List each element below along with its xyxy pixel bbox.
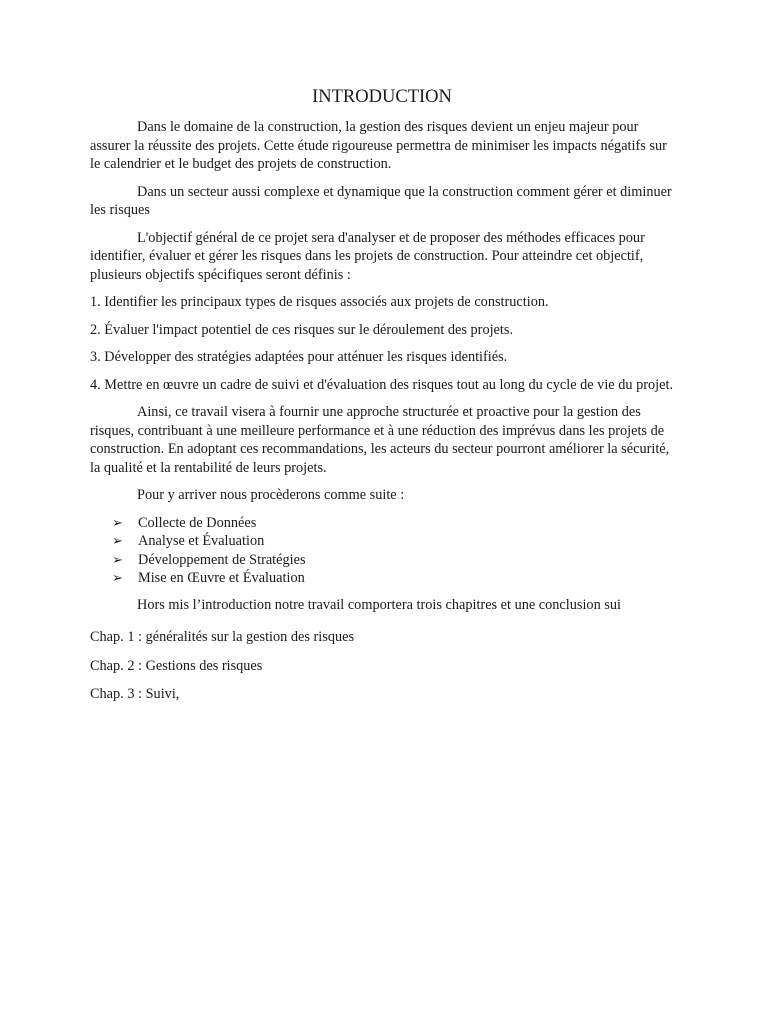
arrow-bullet-icon: ➢ (112, 551, 123, 567)
problem-paragraph: Dans un secteur aussi complexe et dynamique que la construction comment gérer et diminuer les risques (90, 183, 672, 218)
document-body (90, 86, 674, 714)
objective-item: 4. Mettre en œuvre un cadre de suivi et d'évaluation des risques tout au long du cycle de vie du projet. (90, 376, 674, 393)
structure-intro: Hors mis l’introduction notre travail comportera trois chapitres et une conclusion sui (137, 596, 621, 613)
objective-item: 3. Développer des stratégies adaptées pour atténuer les risques identifiés. (90, 349, 508, 365)
chapter-item: Chap. 1 : généralités sur la gestion des risques (90, 629, 355, 645)
objective-item: 1. Identifier les principaux types de risques associés aux projets de construction. (90, 294, 549, 310)
chapter-item: Chap. 3 : Suivi, (90, 686, 180, 702)
list-item (90, 514, 674, 533)
step-label: Mise en Œuvre et Évaluation (138, 570, 305, 586)
step-label: Analyse et Évaluation (138, 533, 265, 549)
approach-intro: Pour y arriver nous procèderons comme suite : (137, 487, 405, 503)
arrow-bullet-icon: ➢ (112, 514, 123, 530)
list-item (90, 532, 674, 551)
list-item (90, 551, 674, 570)
arrow-bullet-icon: ➢ (112, 533, 123, 548)
page-title: INTRODUCTION (312, 87, 452, 107)
objective-item: 2. Évaluer l'impact potentiel de ces risques sur le déroulement des projets. (90, 321, 514, 338)
steps-list (90, 514, 674, 588)
intro-paragraph: Dans le domaine de la construction, la gestion des risques devient un enjeu majeur pour assurer la réussite des projets. Cette étude rigoureuse permettra de minimiser les impacts négatifs sur le calendrier et le budget des projets de construction. (90, 119, 667, 172)
list-item (90, 569, 674, 588)
chapter-item: Chap. 2 : Gestions des risques (90, 657, 263, 674)
arrow-bullet-icon: ➢ (112, 570, 123, 585)
step-label: Développement de Stratégies (138, 551, 306, 568)
objective-paragraph: L'objectif général de ce projet sera d'analyser et de proposer des méthodes efficaces pour identifier, évaluer et gérer les risques dans les projets de construction. Pour atteindre cet objectif, plusieurs objectifs spécifiques seront définis : (90, 229, 645, 283)
summary-paragraph: Ainsi, ce travail visera à fournir une approche structurée et proactive pour la gestion des risques, contribuant à une meilleure performance et à une réduction des imprévus dans les projets de construction. En adoptant ces recommandations, les acteurs du secteur pourront améliorer la sécurité, la qualité et la rentabilité de leurs projets. (90, 404, 670, 476)
step-label: Collecte de Données (138, 514, 257, 531)
